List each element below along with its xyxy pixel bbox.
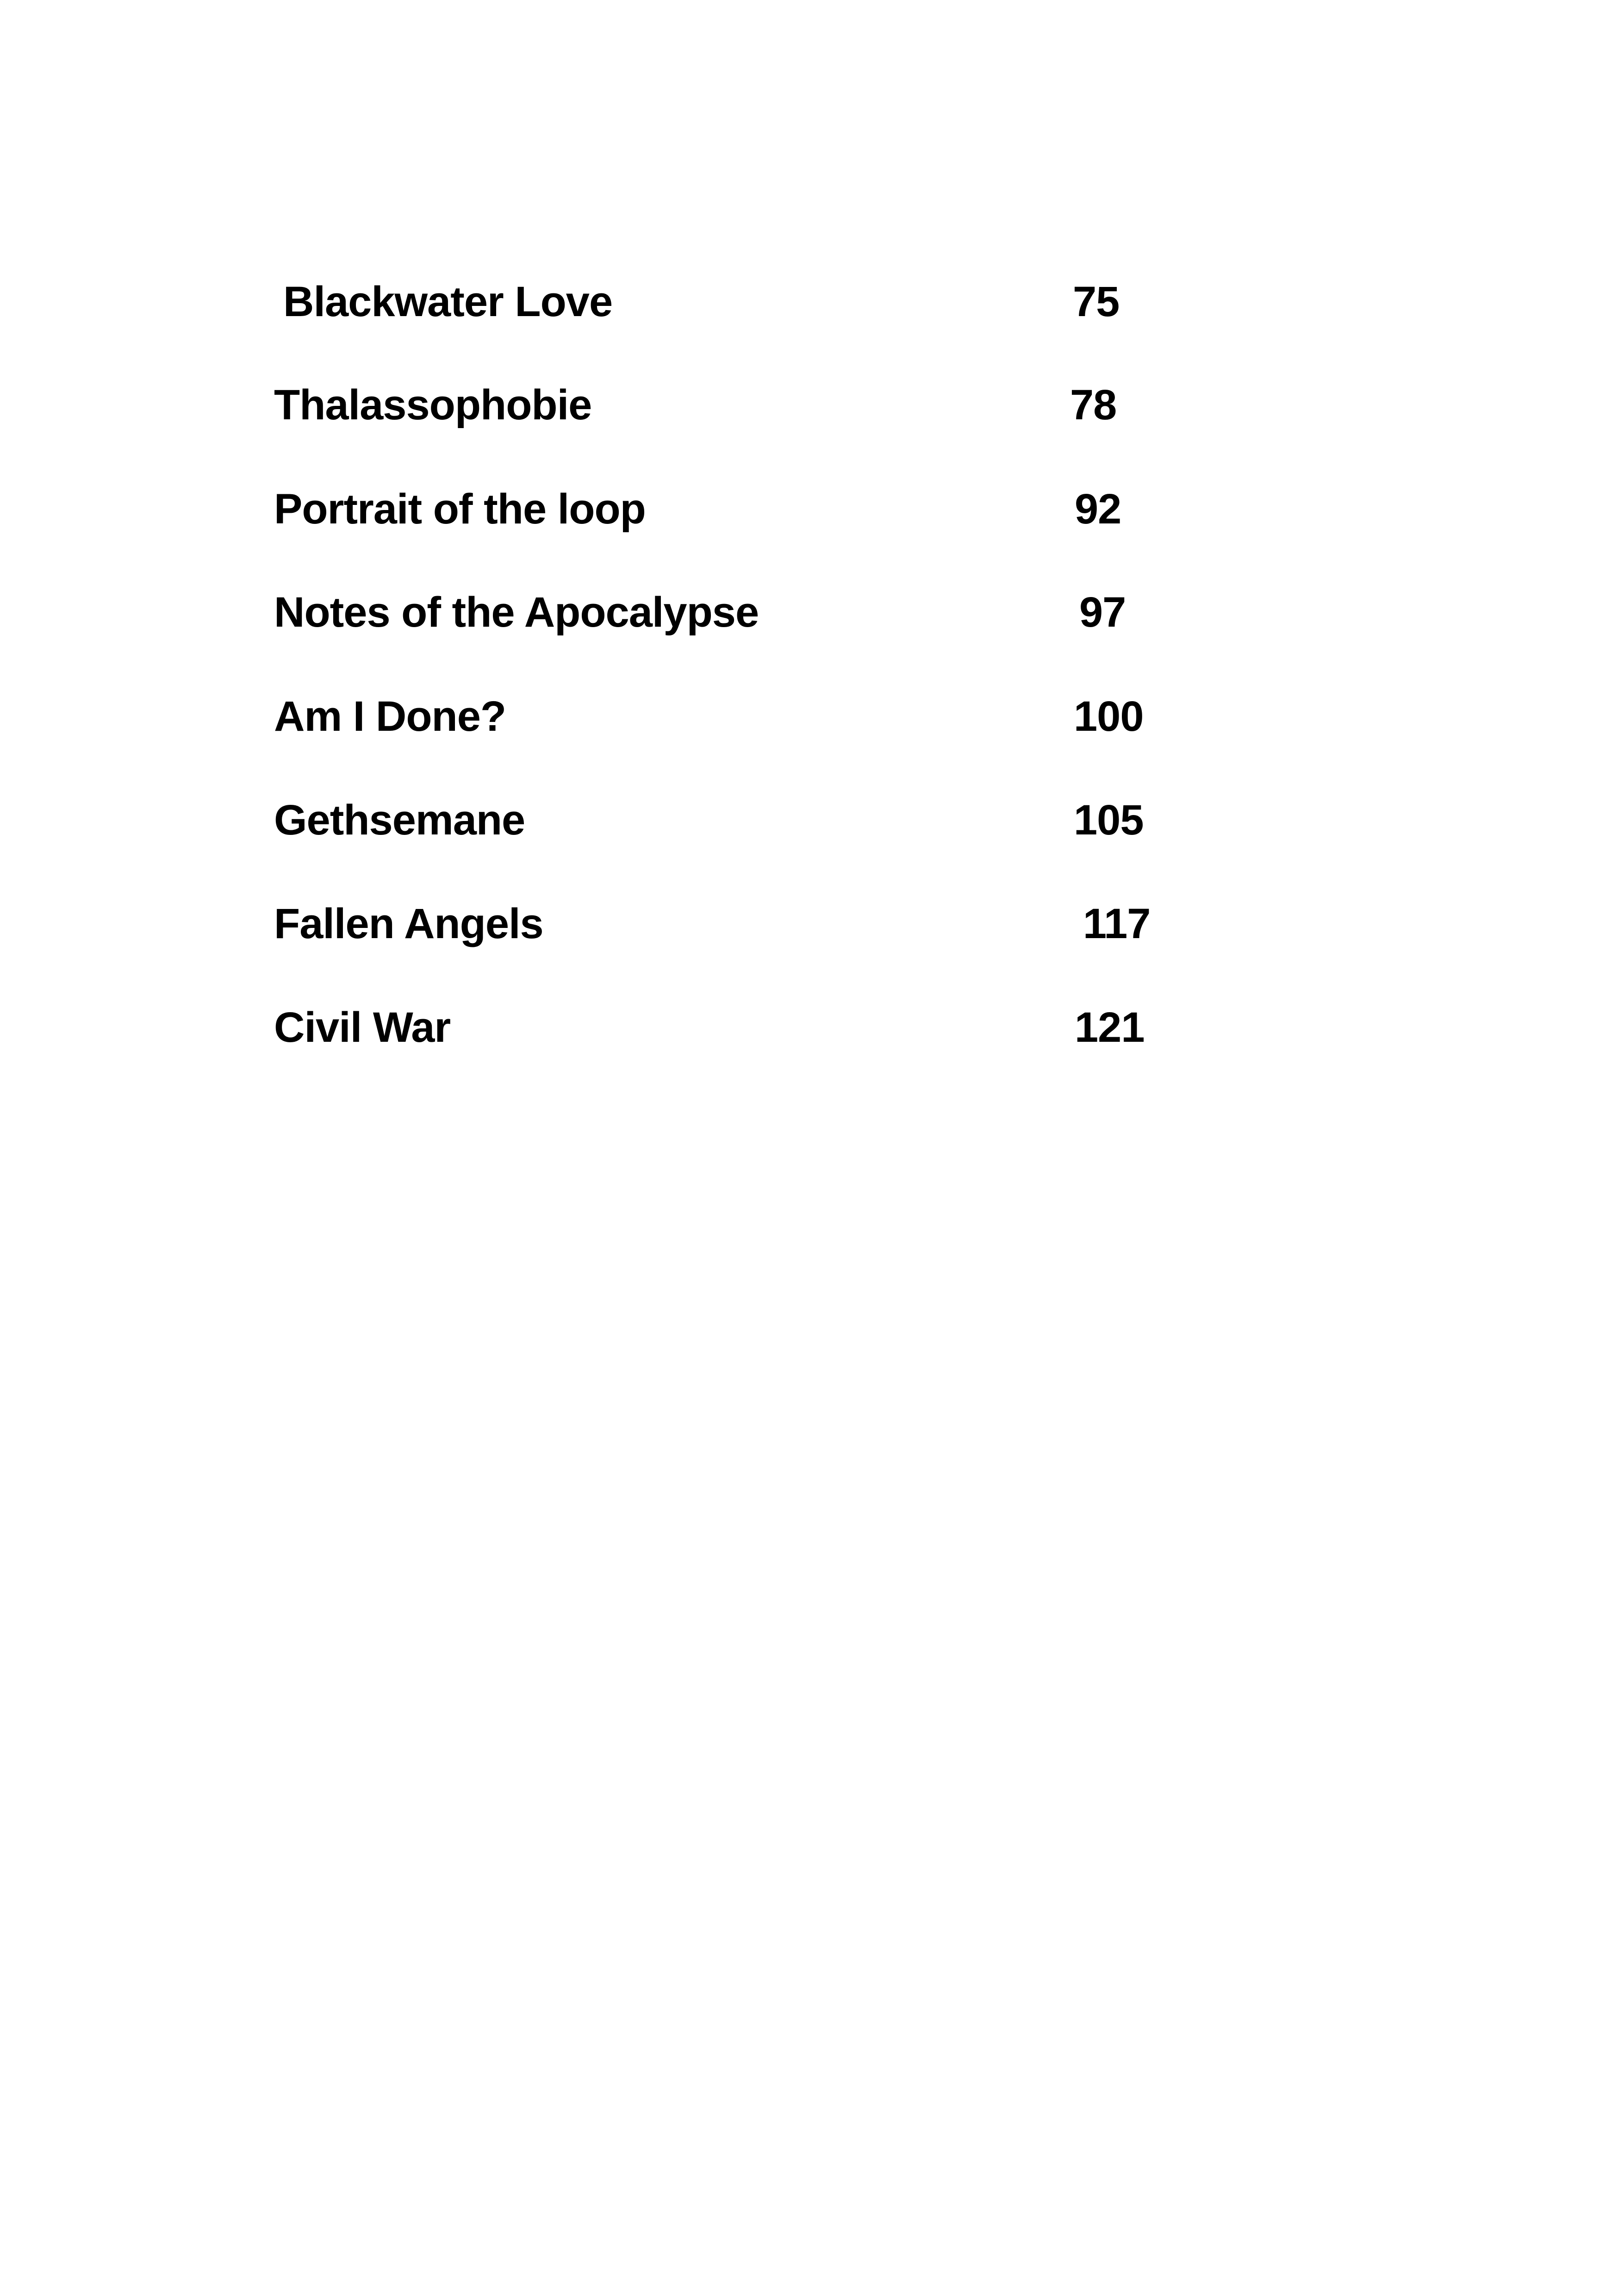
toc-entry (0, 896, 1618, 961)
toc-entry-title: Gethsemane (274, 796, 525, 844)
toc-entry-title: Fallen Angels (274, 900, 543, 947)
toc-entry-title: Notes of the Apocalypse (274, 589, 759, 636)
toc-entry-page: 75 (1073, 278, 1120, 325)
toc-entry-page: 117 (1083, 900, 1151, 947)
toc-entry (0, 689, 1618, 753)
toc-entry-page: 78 (1070, 381, 1117, 429)
toc-entry-page: 92 (1075, 485, 1121, 533)
toc-entry-title: Am I Done? (274, 693, 506, 740)
toc-entry (0, 585, 1618, 649)
toc-entry-page: 105 (1074, 796, 1144, 844)
toc-entry-page: 97 (1079, 589, 1126, 636)
toc-entry-title: Thalassophobie (274, 381, 592, 429)
toc-entry (0, 274, 1618, 339)
toc-entry (0, 792, 1618, 857)
toc-entry-title: Civil War (274, 1004, 451, 1051)
toc-entry (0, 481, 1618, 546)
toc-entry-title: Portrait of the loop (274, 485, 646, 533)
toc-entry-page: 121 (1075, 1004, 1145, 1051)
toc-entry (0, 1000, 1618, 1064)
toc-entry (0, 377, 1618, 442)
toc-entry-page: 100 (1074, 693, 1144, 740)
toc-entry-title: Blackwater Love (283, 278, 613, 325)
